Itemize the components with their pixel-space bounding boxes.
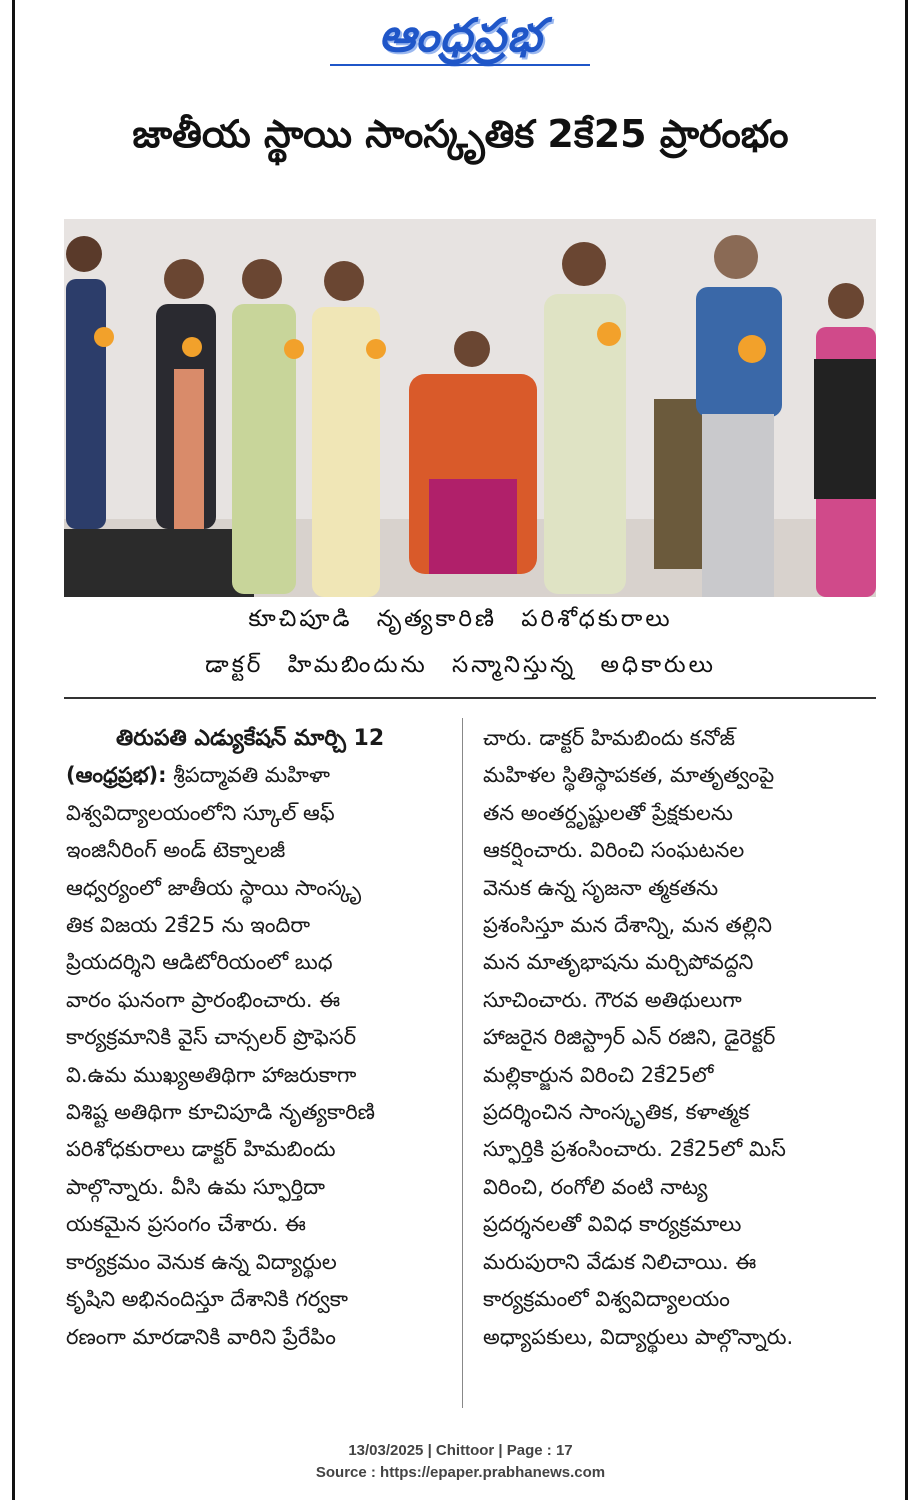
article-line	[66, 757, 446, 794]
article-line: విశ్వవిద్యాలయంలోని స్కూల్ ఆఫ్	[66, 800, 335, 825]
article-line: మల్లికార్జున విరించి 2కే25లో	[483, 1062, 714, 1087]
headline: జాతీయ స్థాయి సాంస్కృతిక 2కే25 ప్రారంభం	[132, 112, 789, 156]
article-line: హాజరైన రిజిస్ట్రార్ ఎన్ రజిని, డైరెక్టర్	[483, 1025, 776, 1050]
article-column-left	[66, 720, 446, 1356]
byline: (ఆంధ్రప్రభ):	[66, 763, 167, 788]
article-line: స్ఫూర్తికి ప్రశంసించారు. 2కే25లో మిస్	[483, 1137, 786, 1162]
masthead-underline-right	[450, 64, 590, 66]
caption-divider	[64, 697, 876, 699]
article-line: విశిష్ట అతిథిగా కూచిపూడి నృత్యకారిణి	[66, 1100, 376, 1125]
article-line: ఇంజినీరింగ్ అండ్ టెక్నాలజీ	[66, 838, 286, 863]
article-line: వారం ఘనంగా ప్రారంభించారు. ఈ	[66, 987, 341, 1012]
article-line: చారు. డాక్టర్ హిమబిందు కనోజ్	[483, 726, 735, 750]
article-line: మన మాతృభాషను మర్చిపోవద్దని	[483, 950, 754, 975]
article-line-text: శ్రీపద్మావతి మహిళా	[173, 763, 330, 788]
event-photo	[64, 219, 876, 597]
masthead-logo: ఆంధ్రప్రభ	[378, 8, 543, 62]
masthead	[0, 8, 921, 70]
article-line: కార్యక్రమం వెనుక ఉన్న విద్యార్థుల	[66, 1249, 337, 1274]
article-line: ఆధ్వర్యంలో జాతీయ స్థాయి సాంస్కృ	[66, 875, 361, 900]
article-line: ప్రశంసిస్తూ మన దేశాన్ని, మన తల్లిని	[483, 913, 773, 938]
photo-caption-line-1: కూచిపూడి నృత్యకారిణి పరిశోధకురాలు	[248, 606, 673, 632]
dateline: తిరుపతి ఎడ్యుకేషన్ మార్చి 12	[116, 726, 385, 751]
article-line: కార్యక్రమంలో విశ్వవిద్యాలయం	[483, 1287, 730, 1312]
article-line: యకమైన ప్రసంగం చేశారు. ఈ	[66, 1212, 306, 1237]
article-line: ప్రదర్శించిన సాంస్కృతిక, కళాత్మక	[483, 1100, 750, 1125]
article-line: కార్యక్రమానికి వైస్ చాన్సలర్ ప్రొఫెసర్	[66, 1025, 357, 1050]
article-line: మహిళల స్థితిస్థాపకత, మాతృత్వంపై	[483, 763, 775, 788]
photo-illustration	[64, 219, 876, 597]
article-line: అధ్యాపకులు, విద్యార్థులు పాల్గొన్నారు.	[483, 1324, 794, 1349]
article-line: ప్రదర్శనలతో వివిధ కార్యక్రమాలు	[483, 1212, 742, 1237]
article-line: రణంగా మారడానికి వారిని ప్రేరేపిం	[66, 1324, 336, 1349]
column-divider	[462, 718, 463, 1408]
article-line: సూచించారు. గౌరవ అతిథులుగా	[483, 987, 742, 1012]
article-line: విరించి, రంగోలి వంటి నాట్య	[483, 1174, 708, 1199]
article-line: కృషిని అభినందిస్తూ దేశానికి గర్వకా	[66, 1287, 348, 1312]
article-line: ప్రియదర్శిని ఆడిటోరియంలో బుధ	[66, 950, 333, 975]
article-line: వెనుక ఉన్న సృజనా త్మకతను	[483, 875, 719, 900]
article-line: తన అంతర్దృష్టులతో ప్రేక్షకులను	[483, 800, 733, 825]
article-line: తిక విజయ 2కే25 ను ఇందిరా	[66, 913, 311, 938]
article-line: మరుపురాని వేడుక నిలిచాయి. ఈ	[483, 1249, 757, 1274]
article-line: ఆకర్షించారు. విరించి సంఘటనల	[483, 838, 745, 863]
photo-caption-line-2: డాక్టర్ హిమబిందును సన్మానిస్తున్న అధికారులు	[205, 652, 716, 678]
source-link[interactable]: Source : https://epaper.prabhanews.com	[315, 1464, 606, 1481]
publication-info: 13/03/2025 | Chittoor | Page : 17	[348, 1442, 573, 1459]
article-line: పరిశోధకురాలు డాక్టర్ హిమబిందు	[66, 1137, 336, 1162]
article-line: పాల్గొన్నారు. వీసి ఉమ స్ఫూర్తిదా	[66, 1174, 326, 1199]
article-line: వి.ఉమ ముఖ్యఅతిథిగా హాజరుకాగా	[66, 1062, 357, 1087]
article-column-right	[483, 720, 878, 1356]
